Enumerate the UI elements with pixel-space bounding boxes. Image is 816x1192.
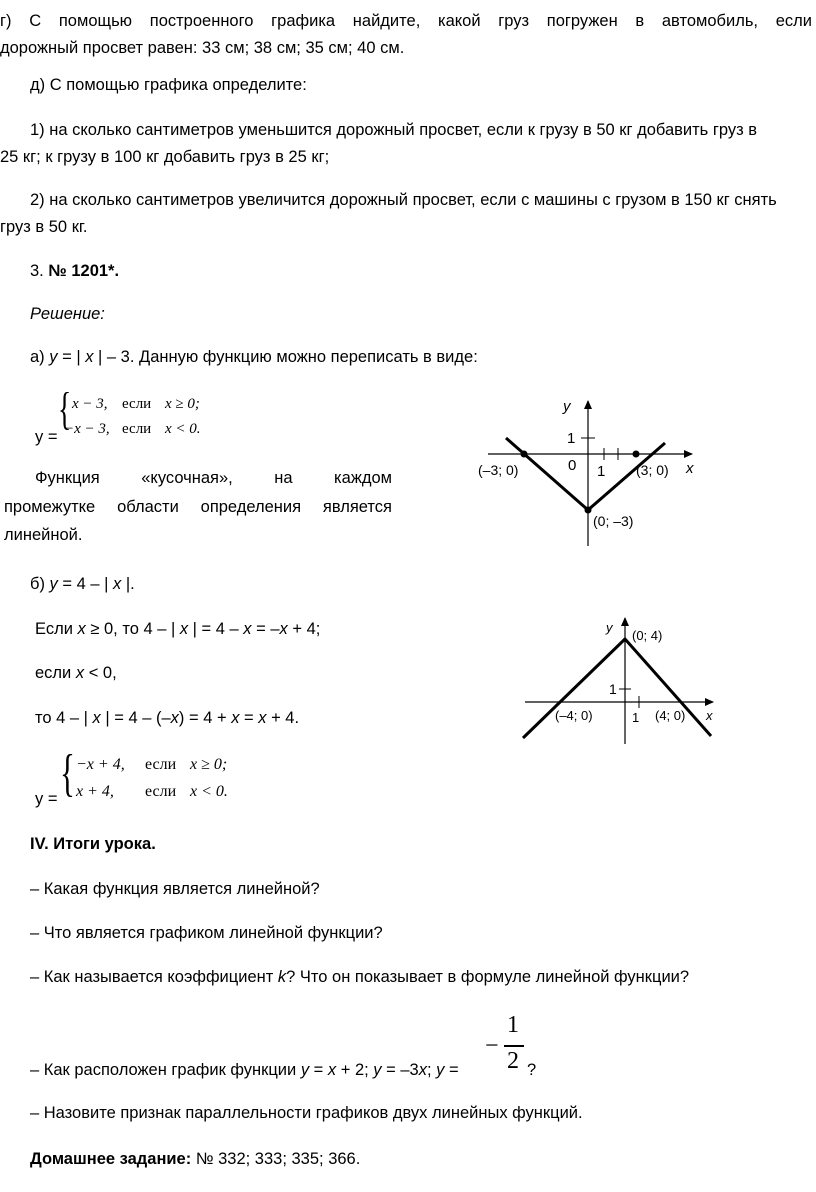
summary-question-5: – Назовите признак параллельности графиков двух линейных функций.	[30, 1104, 583, 1122]
part-b-case1-cond: x ≥ 0;	[190, 756, 228, 773]
task-d-intro: д) С помощью графика определите:	[30, 76, 307, 94]
graph-b-right-point-label: (4; 0)	[655, 708, 686, 723]
graph-b-one-x: 1	[632, 710, 640, 725]
task-number: 3. № 1201*.	[30, 262, 120, 280]
summary-heading: IV. Итоги урока.	[30, 835, 156, 853]
graph-a-point-left	[521, 451, 528, 458]
task-d2-line1: 2) на сколько сантиметров увеличится дорожный просвет, если с машины с грузом в 150 кг снять	[30, 191, 777, 209]
question-4-end: ?	[527, 1061, 537, 1079]
task-d1-line1: 1) на сколько сантиметров уменьшится дорожный просвет, если к грузу в 50 кг добавить груз в	[30, 121, 758, 139]
fraction-denominator: 2	[507, 1048, 519, 1074]
fraction-minus: −	[485, 1033, 499, 1059]
graph-a-y-label: y	[563, 398, 571, 415]
graph-a	[470, 396, 710, 551]
part-b-then: то 4 – | x | = 4 – (–x) = 4 + x = x + 4.	[35, 709, 300, 727]
homework: Домашнее задание: № 332; 333; 335; 366.	[30, 1150, 361, 1168]
part-b-if-negative: если x < 0,	[35, 664, 117, 682]
part-b-case2-cond: x < 0.	[190, 783, 228, 800]
task-d1-line2: 25 кг; к грузу в 100 кг добавить груз в 25 кг;	[0, 148, 330, 166]
summary-question-2: – Что является графиком линейной функции?	[30, 924, 383, 942]
fraction-numerator: 1	[507, 1012, 519, 1038]
summary-question-1: – Какая функция является линейной?	[30, 880, 320, 898]
graph-b-top-point-label: (0; 4)	[632, 628, 663, 643]
part-a-case1-expr: x − 3,	[72, 396, 108, 412]
graph-b	[515, 612, 725, 748]
task-g-line2: дорожный просвет равен: 33 см; 38 см; 35 см; 40 см.	[0, 39, 405, 57]
part-a-case1-word: если	[122, 396, 152, 412]
graph-a-one-y: 1	[567, 430, 576, 447]
part-a-y-equals: y =	[35, 428, 58, 446]
graph-a-left-point-label: (–3; 0)	[478, 462, 519, 478]
part-a-brace: {	[58, 383, 72, 434]
graph-a-point-bottom	[585, 507, 592, 514]
graph-b-function-line	[523, 639, 711, 738]
part-b-if-positive: Если x ≥ 0, то 4 – | x | = 4 – x = –x + 4;	[35, 620, 321, 638]
part-a-case1-cond: x ≥ 0;	[165, 396, 200, 412]
piecewise-line3: линейной.	[4, 526, 83, 544]
part-a-case2-cond: x < 0.	[165, 421, 201, 437]
graph-b-x-label: x	[706, 708, 713, 723]
task-g-line1: г) С помощью построенного графика найдите, какой груз погружен в автомобиль, если	[0, 12, 812, 30]
piecewise-line2: промежутке области определения является	[4, 498, 392, 516]
summary-question-3: – Как называется коэффициент k? Что он показывает в формуле линейной функции?	[30, 968, 690, 986]
graph-b-one-y: 1	[609, 681, 617, 697]
part-a-statement: а) y = | x | – 3. Данную функцию можно переписать в виде:	[30, 348, 478, 366]
part-b-brace: {	[60, 745, 75, 802]
graph-b-left-point-label: (–4; 0)	[555, 708, 593, 723]
graph-a-point-right	[633, 451, 640, 458]
graph-a-one-x: 1	[597, 463, 606, 480]
piecewise-line1: Функция «кусочная», на каждом	[35, 469, 392, 487]
graph-a-zero: 0	[568, 457, 577, 474]
solution-label: Решение:	[30, 305, 105, 323]
part-a-case2-expr: −x − 3,	[64, 421, 110, 437]
part-b-statement: б) y = 4 – | x |.	[30, 575, 135, 593]
part-b-case2-expr: x + 4,	[76, 783, 114, 800]
part-b-case1-word: если	[145, 756, 177, 773]
part-b-case2-word: если	[145, 783, 177, 800]
graph-a-bottom-point-label: (0; –3)	[593, 513, 634, 529]
summary-question-4: – Как расположен график функции y = x + 2; y = –3x; y =	[30, 1061, 459, 1079]
task-d2-line2: груз в 50 кг.	[0, 218, 88, 236]
graph-a-right-point-label: (3; 0)	[636, 462, 669, 478]
part-b-case1-expr: −x + 4,	[76, 756, 125, 773]
part-b-y-equals: y =	[35, 790, 58, 808]
graph-a-x-label: x	[686, 460, 694, 477]
fraction-bar	[504, 1045, 524, 1047]
part-a-case2-word: если	[122, 421, 152, 437]
graph-b-y-label: y	[606, 620, 613, 635]
